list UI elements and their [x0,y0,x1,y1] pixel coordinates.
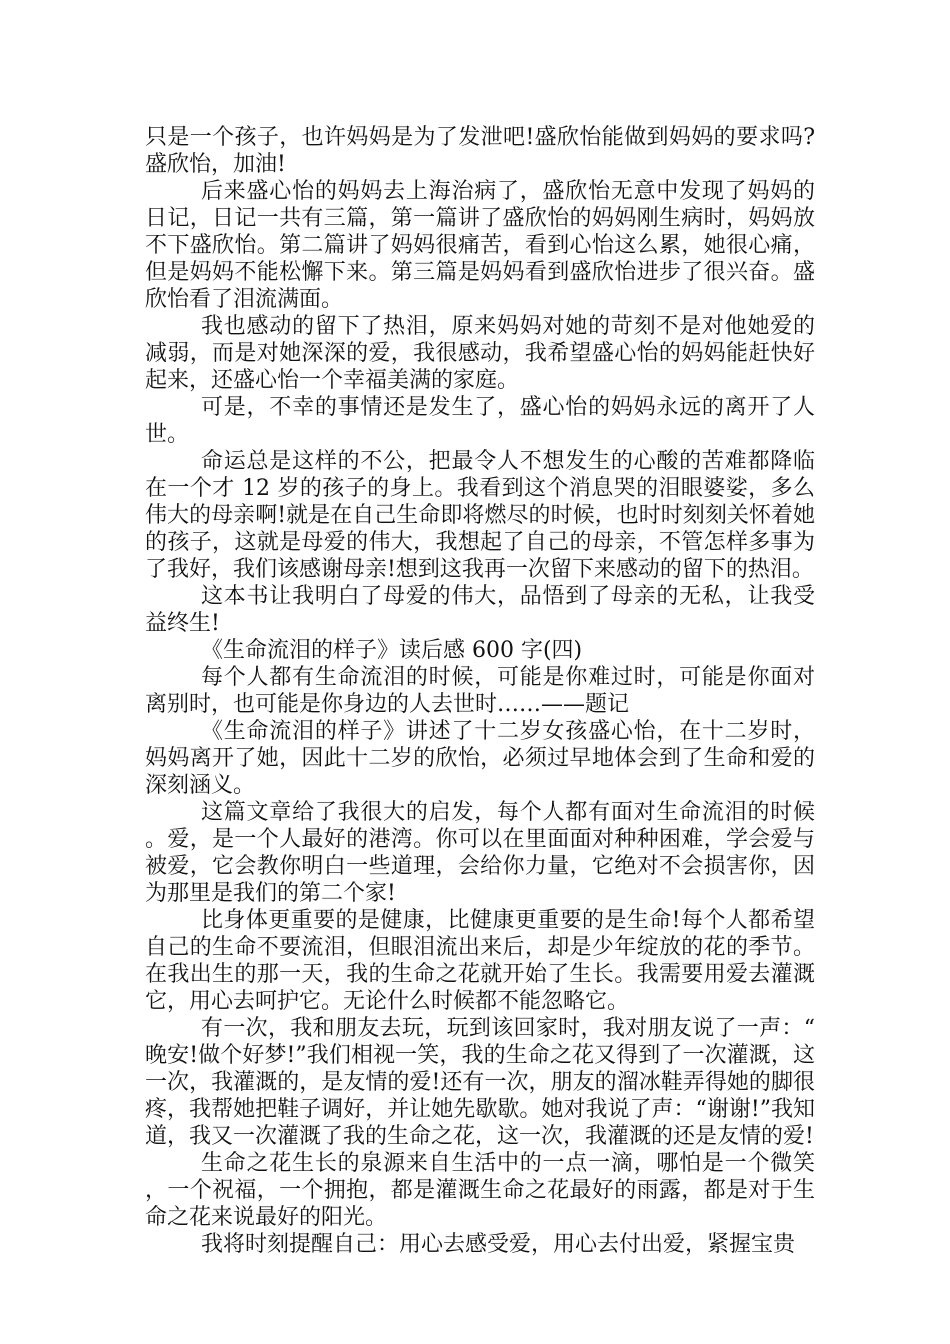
paragraph: 比身体更重要的是健康，比健康更重要的是生命!每个人都希望自己的生命不要流泪，但眼泪流出来后，却是少年绽放的花的季节。在我出生的那一天，我的生命之花就开始了生长。我需要用爱去灌溉它，用心去呵护它。无论什么时候都不能忽略它。 [145,908,815,1014]
paragraph: 每个人都有生命流泪的时候，可能是你难过时，可能是你面对离别时，也可能是你身边的人去世时……——题记 [145,665,815,717]
paragraph: 这篇文章给了我很大的启发，每个人都有面对生命流泪的时候。爱，是一个人最好的港湾。你可以在里面面对种种困难，学会爱与被爱，它会教你明白一些道理，会给你力量，它绝对不会损害你，因为那里是我们的第二个家! [145,800,815,906]
paragraph: 我也感动的留下了热泪，原来妈妈对她的苛刻不是对他她爱的减弱，而是对她深深的爱，我很感动，我希望盛心怡的妈妈能赶快好起来，还盛心怡一个幸福美满的家庭。 [145,314,815,393]
paragraph: 这本书让我明白了母爱的伟大，品悟到了母亲的无私，让我受益终生! [145,584,815,636]
document-body [145,124,815,1258]
paragraph: 有一次，我和朋友去玩，玩到该回家时，我对朋友说了一声：“晚安!做个好梦!”我们相视一笑，我的生命之花又得到了一次灌溉，这一次，我灌溉的，是友情的爱!还有一次，朋友的溜冰鞋弄得她的脚很疼，我帮她把鞋子调好，并让她先歇歇。她对我说了声：“谢谢!”我知道，我又一次灌溉了我的生命之花，这一次，我灌溉的还是友情的爱! [145,1016,815,1149]
paragraph: 我将时刻提醒自己：用心去感受爱，用心去付出爱，紧握宝贵 [201,1232,796,1257]
section-heading: 《生命流泪的样子》读后感 600 字(四) [201,638,583,663]
paragraph: 后来盛心怡的妈妈去上海治病了，盛欣怡无意中发现了妈妈的日记，日记一共有三篇，第一篇讲了盛欣怡的妈妈刚生病时，妈妈放不下盛欣怡。第二篇讲了妈妈很痛苦，看到心怡这么累，她很心痛，但是妈妈不能松懈下来。第三篇是妈妈看到盛欣怡进步了很兴奋。盛欣怡看了泪流满面。 [145,179,815,312]
paragraph: 命运总是这样的不公，把最令人不想发生的心酸的苦难都降临在一个才 12 岁的孩子的身上。我看到这个消息哭的泪眼婆娑，多么伟大的母亲啊!就是在自己生命即将燃尽的时候，也时时刻刻关怀着她的孩子，这就是母爱的伟大，我想起了自己的母亲，不管怎样多事为了我好，我们该感谢母亲!想到这我再一次留下来感动的留下的热泪。 [145,449,815,582]
paragraph-continuation: 只是一个孩子，也许妈妈是为了发泄吧!盛欣怡能做到妈妈的要求吗?盛欣怡，加油! [145,125,815,177]
paragraph: 可是，不幸的事情还是发生了，盛心怡的妈妈永远的离开了人世。 [145,395,815,447]
paragraph: 生命之花生长的泉源来自生活中的一点一滴，哪怕是一个微笑，一个祝福，一个拥抱，都是灌溉生命之花最好的雨露，都是对于生命之花来说最好的阳光。 [145,1151,815,1230]
paragraph: 《生命流泪的样子》讲述了十二岁女孩盛心怡，在十二岁时，妈妈离开了她，因此十二岁的欣怡，必须过早地体会到了生命和爱的深刻涵义。 [145,719,815,798]
